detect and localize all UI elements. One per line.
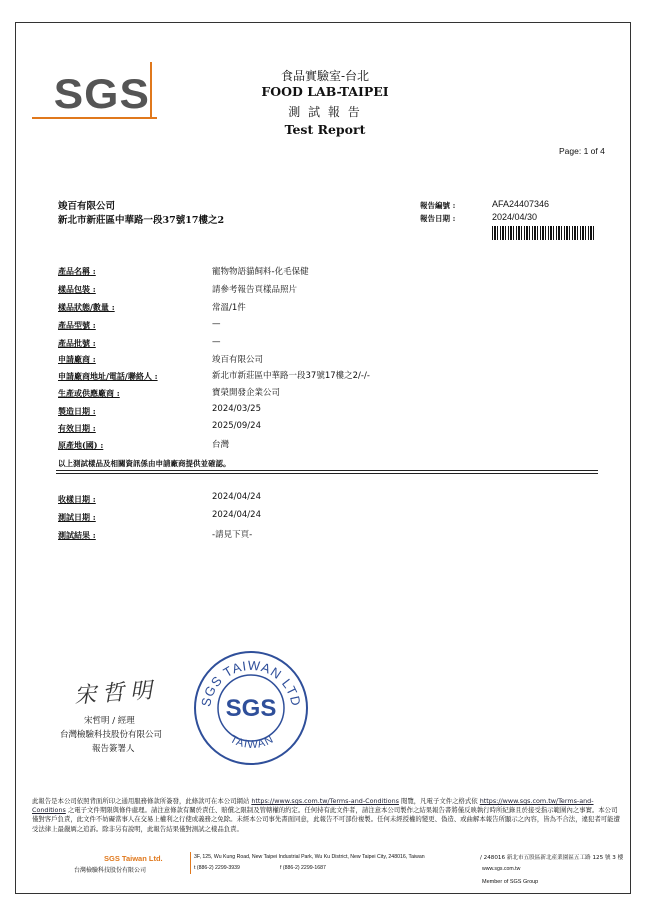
- field-label: 申請廠商地址/電話/聯絡人 :: [58, 371, 158, 381]
- field-value: —: [212, 319, 221, 329]
- field-value: 台灣: [212, 440, 230, 450]
- field-value: 竣百有限公司: [212, 355, 264, 365]
- report-number: AFA24407346: [492, 199, 550, 209]
- footer-terms: 此報告是本公司依照背面所印之通用服務條款所簽發，此條款可在本公司網站 https://www.sgs.com.tw/Terms-and-Conditions 閱覽，凡電子文件之格式依 https://www.sgs.com.tw/Terms-and-Conditions 之電子文件期限與條件處理。請注意條款有關於責任、賠償之限制及管轄權的約定。任何持有此文件者，請注意本公司製作之結果報告書將僅反映執行時所紀錄且於接受指示範圍內之事實。本公司僅對客戶負責，此文件不妨礙當事人在交易上權利之行使或義務之免除。未經本公司事先書面同意，此報告不可部份複製。任何未經授權的變更、偽造、或曲解本報告所顯示之內容，皆為不合法，違犯者可能遭受法律上最嚴厲之追訴。除非另有說明，此報告結果僅對測試之樣品負責。: [32, 797, 620, 833]
- footer-address-zh: / 248016 新北市五股區新北產業園區五工路 125 號 3 樓: [480, 855, 624, 861]
- report-title-zh: 測 試 報 告: [288, 105, 362, 119]
- footer-address-en: 3F, 125, Wu Kung Road, New Taipei Industrial Park, Wu Ku District, New Taipei City, 248016, Taiwan: [194, 854, 425, 860]
- field-value: 2024/04/24: [212, 510, 261, 520]
- terms-link[interactable]: https://www.sgs.com.tw/Terms-and-Conditions: [251, 797, 399, 805]
- field-value: 2024/03/25: [212, 404, 261, 414]
- footer-member: Member of SGS Group: [482, 879, 539, 885]
- field-value: 寶榮開發企業公司: [212, 388, 281, 398]
- seal-bottom-text: TAIWAN: [227, 733, 277, 752]
- client-address: 新北市新莊區中華路一段37號17樓之2: [58, 215, 225, 226]
- report-date-label: 報告日期 :: [420, 214, 456, 223]
- lab-name-en: FOOD LAB-TAIPEI: [261, 84, 389, 99]
- field-value: 常溫/1件: [212, 303, 246, 313]
- seal-top-text: SGS TAIWAN LTD: [198, 657, 304, 708]
- seal-center-text: SGS: [225, 695, 277, 722]
- field-value: -請見下頁-: [212, 530, 253, 540]
- field-label: 測試日期 :: [58, 512, 96, 522]
- report-number-label: 報告編號 :: [420, 201, 456, 210]
- field-label: 有效日期 :: [58, 423, 96, 433]
- company-seal: [192, 649, 310, 767]
- footer-company-en: SGS Taiwan Ltd.: [104, 854, 163, 863]
- footer-web[interactable]: www.sgs.com.tw: [482, 866, 521, 872]
- field-label: 產品名稱 :: [58, 266, 96, 276]
- field-label: 產品批號 :: [58, 338, 96, 348]
- handwritten-signature: 宋哲明: [73, 678, 159, 709]
- field-label: 測試結果 :: [58, 530, 96, 540]
- field-label: 申請廠商 :: [58, 354, 96, 364]
- client-name: 竣百有限公司: [58, 201, 116, 212]
- footer-divider: [190, 852, 191, 874]
- divider: [56, 473, 598, 474]
- field-value: 2024/04/24: [212, 492, 261, 502]
- field-value: 新北市新莊區中華路一段37號17樓之2/-/-: [212, 371, 370, 381]
- field-label: 生產或供應廠商 :: [58, 388, 120, 398]
- svg-text:TAIWAN: [228, 733, 276, 751]
- report-date: 2024/04/30: [492, 212, 538, 222]
- signer-role: 報告簽署人: [92, 744, 135, 754]
- footer-tel: t (886-2) 2299-3939: [194, 865, 240, 871]
- lab-name-zh: 食品實驗室-台北: [280, 69, 370, 83]
- field-value: 2025/09/24: [212, 421, 261, 431]
- sgs-logo-text: SGS: [53, 70, 150, 117]
- signer-company: 台灣檢驗科技股份有限公司: [60, 730, 163, 740]
- field-label: 製造日期 :: [58, 406, 96, 416]
- footer-fax: f (886-2) 2299-1687: [280, 865, 326, 871]
- field-label: 收樣日期 :: [58, 494, 96, 504]
- field-label: 樣品包裝 :: [58, 284, 96, 294]
- barcode: [492, 226, 596, 240]
- field-value: 請參考報告頁樣品照片: [212, 285, 298, 295]
- signer-name: 宋哲明 / 經理: [84, 716, 135, 726]
- page-number: Page: 1 of 4: [559, 146, 605, 156]
- terms-link[interactable]: https://www.sgs.com.tw/Terms-and-Conditions: [32, 797, 594, 815]
- footer-company-zh: 台灣檢驗科技股份有限公司: [74, 867, 147, 874]
- notice-text: 以上測試樣品及相關資訊係由申請廠商提供並確認。: [58, 459, 231, 468]
- field-label: 原產地(國) :: [58, 440, 104, 450]
- field-label: 產品型號 :: [58, 320, 96, 330]
- sgs-logo: [32, 62, 152, 122]
- field-value: 寵物物語貓飼料-化毛保健: [212, 267, 309, 277]
- field-value: —: [212, 337, 221, 347]
- divider: [56, 470, 598, 471]
- report-title-en: Test Report: [284, 122, 366, 137]
- field-label: 樣品狀態/數量 :: [58, 302, 115, 312]
